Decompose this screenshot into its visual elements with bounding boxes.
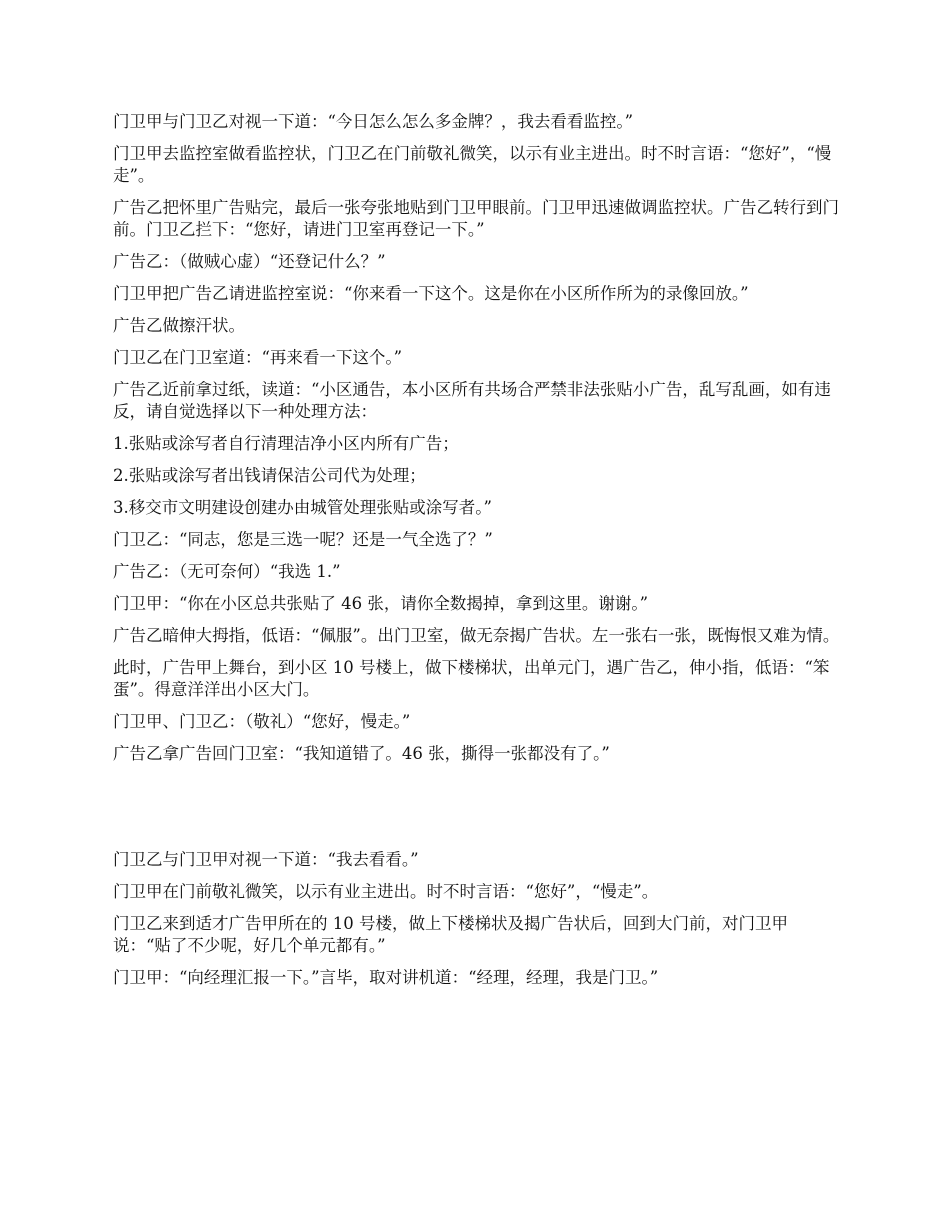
- paragraph: 门卫甲去监控室做看监控状，门卫乙在门前敬礼微笑，以示有业主进出。时不时言语：“您好”，“慢走”。: [113, 144, 832, 185]
- paragraph: 门卫乙与门卫甲对视一下道：“我去看看。”: [113, 850, 419, 869]
- paragraph: 门卫甲与门卫乙对视一下道：“今日怎么怎么多金牌？，我去看看监控。”: [113, 112, 634, 131]
- paragraph: 广告乙近前拿过纸，读道：“小区通告，本小区所有共场合严禁非法张贴小广告，乱写乱画，如有违反，请自觉选择以下一种处理方法：: [113, 380, 831, 421]
- paragraph: 广告乙做擦汗状。: [113, 316, 245, 335]
- paragraph: 门卫乙来到适才广告甲所在的 10 号楼，做上下楼梯状及揭广告状后，回到大门前，对门卫甲说：“贴了不少呢，好几个单元都有。”: [113, 914, 788, 955]
- paragraph: 门卫甲：“你在小区总共张贴了 46 张，请你全数揭掉，拿到这里。谢谢。”: [113, 594, 649, 613]
- paragraph: 门卫乙在门卫室道：“再来看一下这个。”: [113, 348, 403, 367]
- list-item: 2.张贴或涂写者出钱请保洁公司代为处理；: [113, 466, 426, 485]
- paragraph: 广告乙：（做贼心虚）“还登记什么？”: [113, 252, 386, 271]
- document-body: [113, 111, 840, 999]
- paragraph: 门卫甲把广告乙请进监控室说：“你来看一下这个。这是你在小区所作所为的录像回放。”: [113, 284, 749, 303]
- section-spacer: [113, 775, 840, 849]
- paragraph: 广告乙：（无可奈何）“我选 1.”: [113, 562, 341, 581]
- paragraph: 门卫乙：“同志，您是三选一呢？还是一气全选了？”: [113, 530, 493, 549]
- paragraph: 门卫甲在门前敬礼微笑，以示有业主进出。时不时言语：“您好”，“慢走”。: [113, 882, 659, 901]
- paragraph: 广告乙把怀里广告贴完，最后一张夸张地贴到门卫甲眼前。门卫甲迅速做调监控状。广告乙转行到门前。门卫乙拦下：“您好，请进门卫室再登记一下。”: [113, 198, 839, 239]
- paragraph: 门卫甲：“向经理汇报一下。”言毕，取对讲机道：“经理，经理，我是门卫。”: [113, 968, 659, 987]
- paragraph: 门卫甲、门卫乙：（敬礼）“您好，慢走。”: [113, 712, 411, 731]
- list-item: 3.移交市文明建设创建办由城管处理张贴或涂写者。”: [113, 498, 492, 517]
- list-item: 1.张贴或涂写者自行清理洁净小区内所有广告；: [113, 434, 459, 453]
- paragraph: 广告乙暗伸大拇指，低语：“佩服”。出门卫室，做无奈揭广告状。左一张右一张，既悔恨又难为情。: [113, 626, 840, 645]
- paragraph: 此时，广告甲上舞台，到小区 10 号楼上，做下楼梯状，出单元门，遇广告乙，伸小指，低语：“笨蛋”。得意洋洋出小区大门。: [113, 658, 830, 699]
- paragraph: 广告乙拿广告回门卫室：“我知道错了。46 张，撕得一张都没有了。”: [113, 744, 610, 763]
